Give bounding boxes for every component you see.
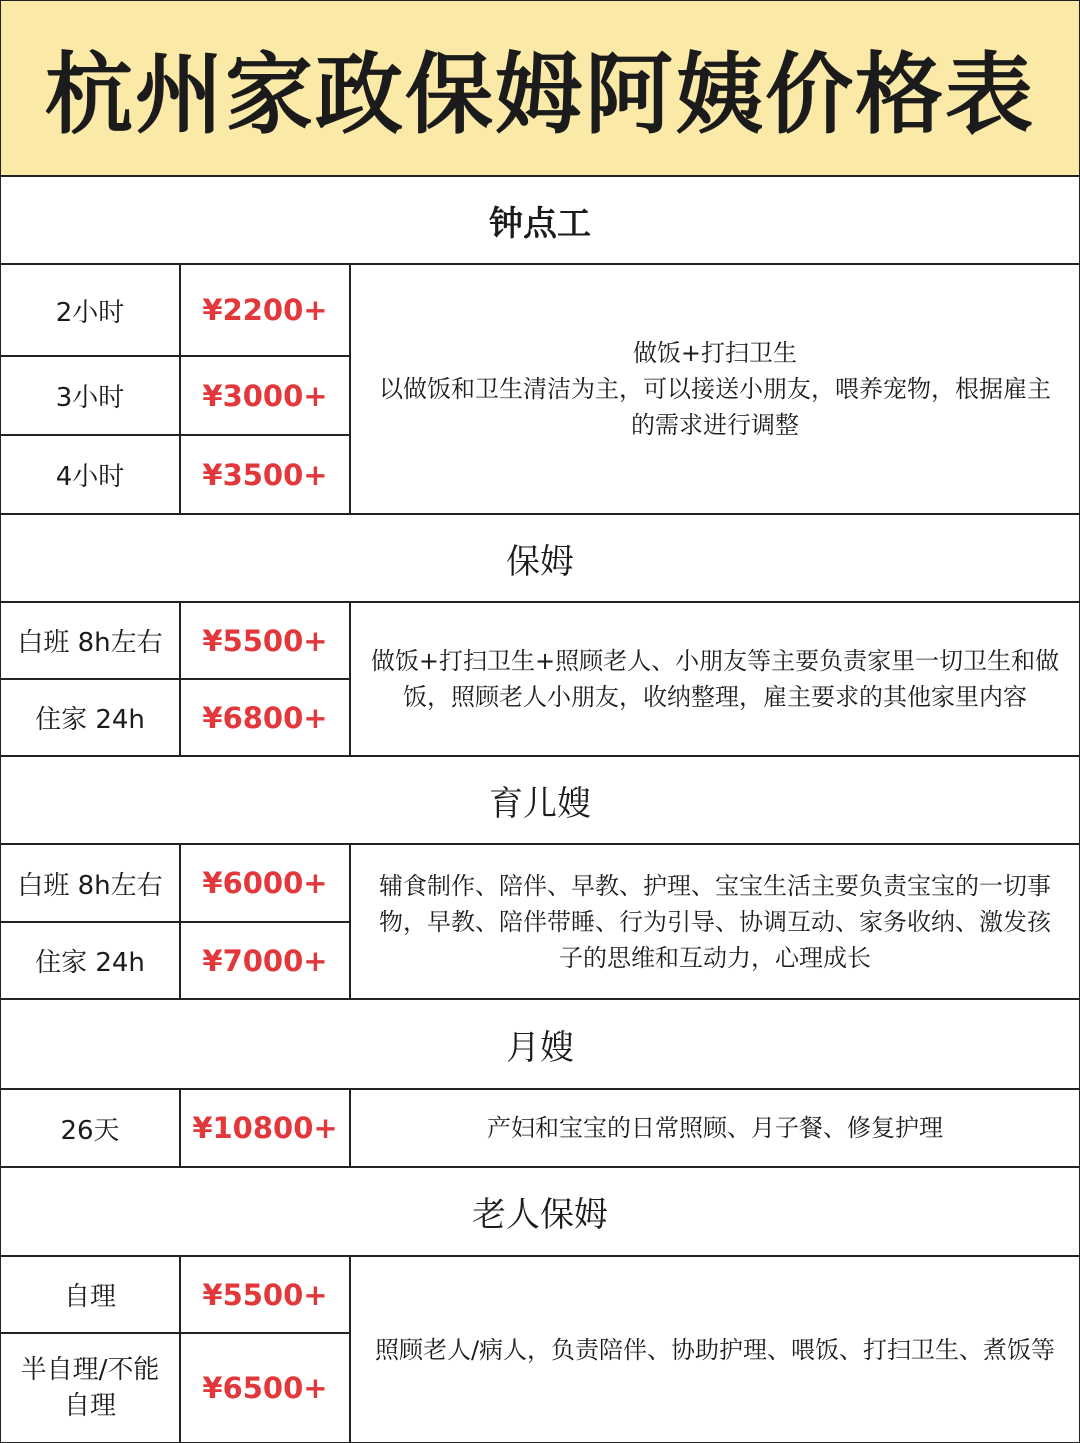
row-label: 2小时 — [1, 265, 181, 355]
page-title: 杭州家政保姆阿姨价格表 — [44, 43, 1035, 146]
row-price: ¥5500+ — [181, 1257, 351, 1332]
row-label: 26天 — [1, 1090, 181, 1166]
section-description — [351, 1090, 1079, 1166]
section-description — [351, 1257, 1079, 1442]
description-text: 辅食制作、陪伴、早教、护理、宝宝生活主要负责宝宝的一切事物，早教、陪伴带睡、行为引导、协调互动、家务收纳、激发孩子的思维和互动力，心理成长 — [379, 871, 1051, 972]
section-header-hourly: 钟点工 — [1, 177, 1079, 265]
row-label: 住家 24h — [1, 923, 181, 998]
section-header-maternity: 月嫂 — [1, 1000, 1079, 1090]
section-header-nanny: 保姆 — [1, 515, 1079, 603]
description-text: 做饭+打扫卫生+照顾老人、小朋友等主要负责家里一切卫生和做饭，照顾老人小朋友，收纳整理，雇主要求的其他家里内容 — [370, 647, 1060, 711]
row-price: ¥5500+ — [181, 603, 351, 678]
row-price: ¥7000+ — [181, 923, 351, 998]
row-price: ¥10800+ — [181, 1090, 351, 1166]
row-label: 4小时 — [1, 436, 181, 513]
row-label: 半自理/不能自理 — [1, 1334, 181, 1442]
section-description — [351, 265, 1079, 513]
row-price: ¥6500+ — [181, 1334, 351, 1442]
description-text: 产妇和宝宝的日常照顾、月子餐、修复护理 — [487, 1114, 943, 1142]
description-line: 做饭+打扫卫生 — [632, 339, 798, 367]
row-price: ¥6800+ — [181, 680, 351, 755]
row-label: 自理 — [1, 1257, 181, 1332]
section-header-elderly: 老人保姆 — [1, 1168, 1079, 1257]
section-description — [351, 845, 1079, 998]
description-line: 以做饭和卫生清洁为主，可以接送小朋友，喂养宠物，根据雇主的需求进行调整 — [379, 375, 1051, 439]
row-price: ¥6000+ — [181, 845, 351, 921]
row-price: ¥3500+ — [181, 436, 351, 513]
row-label: 白班 8h左右 — [1, 603, 181, 678]
row-label: 白班 8h左右 — [1, 845, 181, 921]
row-price: ¥3000+ — [181, 357, 351, 434]
title-banner — [1, 1, 1079, 177]
row-label: 3小时 — [1, 357, 181, 434]
section-description — [351, 603, 1079, 755]
section-header-childcare: 育儿嫂 — [1, 757, 1079, 845]
description-text: 照顾老人/病人，负责陪伴、协助护理、喂饭、打扫卫生、煮饭等 — [374, 1335, 1056, 1364]
row-label: 住家 24h — [1, 680, 181, 755]
row-price: ¥2200+ — [181, 265, 351, 355]
